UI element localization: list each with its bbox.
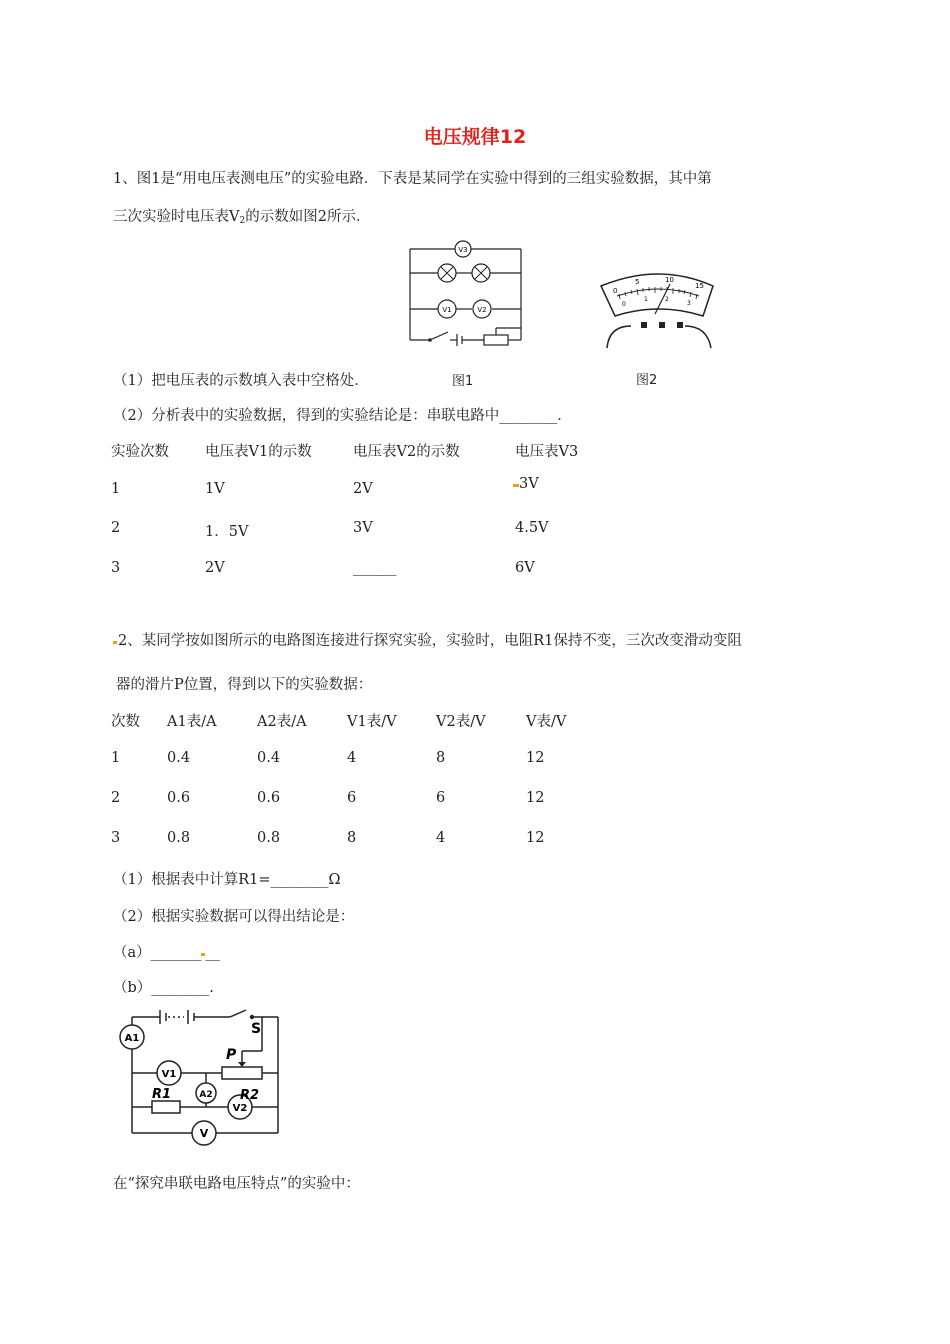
fig3-p-label: P: [226, 1047, 237, 1063]
t1-header-1: 电压表V1的示数: [205, 444, 312, 460]
t1-r2-c3: 4.5V: [515, 520, 549, 536]
t1-r2-c1: 1．5V: [205, 524, 249, 540]
q2-line2: 器的滑片P位置，得到以下的实验数据：: [116, 677, 373, 693]
q1-line2-b: 的示数如图2所示．: [245, 209, 371, 225]
q1-line1: 1、图1是“用电压表测电压”的实验电路．下表是某同学在实验中得到的三组实验数据，其中第: [113, 171, 712, 187]
t2-header-3: V1表/V: [347, 714, 397, 730]
fig3-r2-label: R2: [240, 1088, 260, 1103]
fig3-r1-label: R1: [152, 1087, 172, 1102]
fig3-s-label: S: [251, 1021, 262, 1037]
fig3-v-label: V: [199, 1127, 209, 1140]
t2-r3-c1: 0.8: [167, 830, 191, 846]
fig3-v2-label: V2: [232, 1103, 248, 1114]
fig1-v2-label: V2: [477, 306, 487, 314]
q2-answer-a-text: （a）_______: [113, 945, 202, 961]
t2-r3-c4: 4: [436, 830, 446, 846]
fig2-scale-5: 5: [635, 278, 640, 286]
fig3-a2-label: A2: [199, 1090, 213, 1100]
t1-r3-c3: 6V: [515, 560, 535, 576]
t2-header-5: V表/V: [526, 714, 567, 730]
figure-2-label: 图2: [636, 373, 658, 388]
t2-r3-c0: 3: [111, 830, 121, 846]
page-title: 电压规律12: [423, 126, 527, 148]
t2-r1-c1: 0.4: [167, 750, 191, 766]
t1-r3-c1: 2V: [205, 560, 225, 576]
fig2-scale-10: 10: [665, 276, 674, 284]
t2-header-0: 次数: [111, 714, 140, 730]
t2-r2-c2: 0.6: [257, 790, 281, 806]
t2-r2-c1: 0.6: [167, 790, 191, 806]
t2-r3-c3: 8: [347, 830, 357, 846]
q2-line1-text: 2、某同学按如图所示的电路图连接进行探究实验，实验时，电阻R1保持不变，三次改变滑动变阻: [118, 633, 742, 649]
figure-3-circuit: [112, 1005, 292, 1150]
t2-header-1: A1表/A: [167, 714, 217, 730]
q1-line2: [113, 205, 370, 226]
t1-r3-c2-blank: ______: [353, 560, 397, 576]
t2-r1-c3: 4: [347, 750, 357, 766]
q2-answer-a-tail: __: [205, 945, 220, 961]
t1-r1-c3-text: 3V: [519, 476, 539, 492]
fig2-scale-1: 1: [644, 296, 648, 303]
fig2-scale-0b: 0: [622, 301, 626, 308]
t2-r3-c5: 12: [526, 830, 545, 846]
t1-r2-c0: 2: [111, 520, 121, 536]
q1-sub1: （1）把电压表的示数填入表中空格处．: [113, 373, 369, 389]
figure-2-voltmeter: [595, 260, 725, 360]
fig1-v1-label: V1: [442, 306, 452, 314]
fig1-v3-label: V3: [458, 246, 468, 254]
q2-sub2: （2）根据实验数据可以得出结论是：: [113, 909, 355, 925]
t2-r1-c4: 8: [436, 750, 446, 766]
figure-1-label: 图1: [452, 374, 474, 389]
t1-header-0: 实验次数: [111, 444, 169, 460]
t1-r1-c0: 1: [111, 481, 121, 497]
figure-1-circuit: [400, 236, 530, 356]
t2-r2-c0: 2: [111, 790, 121, 806]
t2-r2-c3: 6: [347, 790, 357, 806]
q3-intro: 在“探究串联电路电压特点”的实验中：: [113, 1176, 360, 1192]
q2-answer-b: （b）________.: [113, 980, 214, 996]
fig3-v1-label: V1: [161, 1069, 177, 1080]
q1-sub2: （2）分析表中的实验数据，得到的实验结论是：串联电路中________．: [113, 408, 572, 424]
t2-r1-c5: 12: [526, 750, 545, 766]
t2-r1-c2: 0.4: [257, 750, 281, 766]
t2-header-4: V2表/V: [436, 714, 486, 730]
t2-r3-c2: 0.8: [257, 830, 281, 846]
t2-r2-c4: 6: [436, 790, 446, 806]
t2-r2-c5: 12: [526, 790, 545, 806]
q2-answer-a: [113, 941, 220, 962]
t2-r1-c0: 1: [111, 750, 121, 766]
fig2-scale-0: 0: [613, 287, 618, 295]
t1-r1-c2: 2V: [353, 481, 373, 497]
fig2-scale-2: 2: [665, 296, 669, 303]
q1-line2-a: 三次实验时电压表V: [113, 209, 240, 225]
fig3-a1-label: A1: [124, 1033, 140, 1044]
t1-r1-c3: [513, 476, 539, 492]
t1-r3-c0: 3: [111, 560, 121, 576]
q1-line2-sub: 2: [239, 216, 246, 226]
t2-header-2: A2表/A: [257, 714, 307, 730]
t1-header-3: 电压表V3: [515, 444, 579, 460]
t1-header-2: 电压表V2的示数: [353, 444, 460, 460]
fig2-scale-15: 15: [695, 282, 704, 290]
highlight-mark: [113, 641, 117, 644]
fig2-scale-3: 3: [687, 300, 691, 307]
t1-r1-c1: 1V: [205, 481, 225, 497]
t1-r2-c2: 3V: [353, 520, 373, 536]
q2-sub1: （1）根据表中计算R1=________Ω: [113, 872, 341, 888]
q2-line1: [113, 629, 742, 650]
